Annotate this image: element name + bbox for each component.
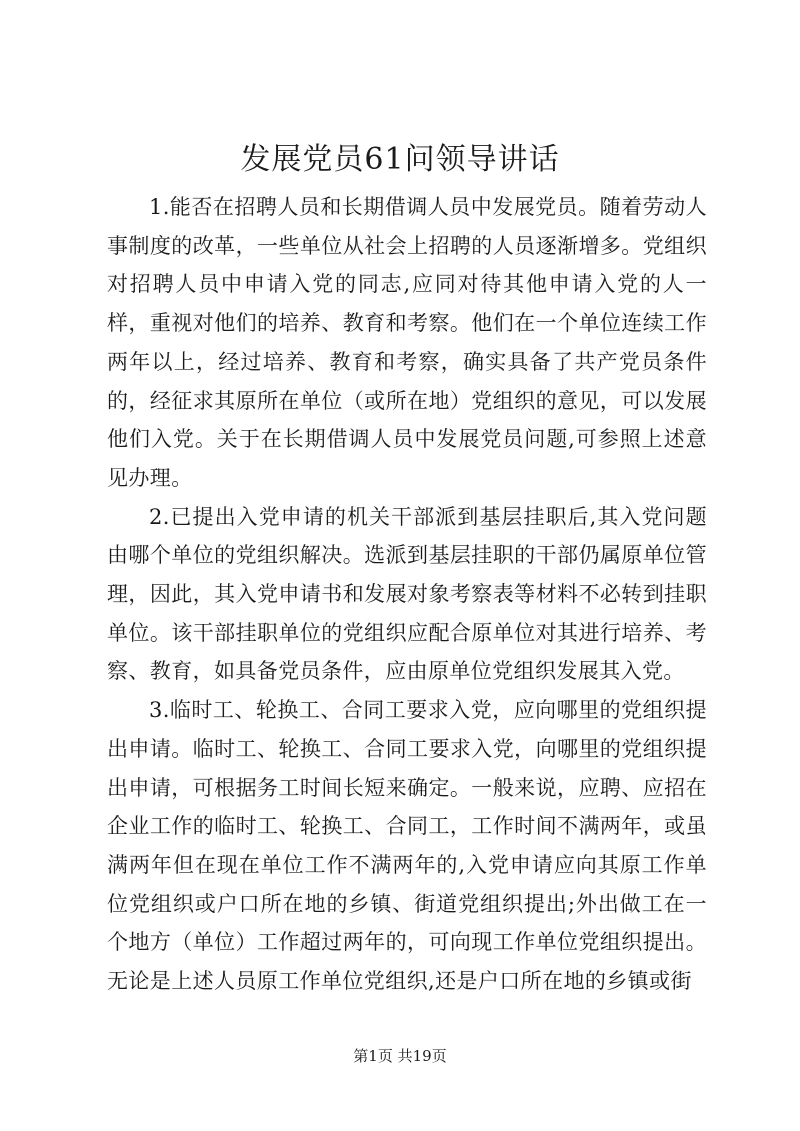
paragraph-2: 2.已提出入党申请的机关干部派到基层挂职后,其入党问题由哪个单位的党组织解决。选派到基层挂职的干部仍属原单位管理，因此，其入党申请书和发展对象考察表等材料不必转到挂职单位。该干部挂职单位的党组织应配合原单位对其进行培养、考察、教育，如具备党员条件，应由原单位党组织发展其入党。 — [107, 504, 707, 684]
page-title: 发展党员61问领导讲话 — [240, 142, 560, 177]
paragraph-1: 1.能否在招聘人员和长期借调人员中发展党员。随着劳动人事制度的改革，一些单位从社会上招聘的人员逐渐增多。党组织对招聘人员中申请入党的同志,应同对待其他申请入党的人一样，重视对他们的培养、教育和考察。他们在一个单位连续工作两年以上，经过培养、教育和考察，确实具备了共产党员条件的，经征求其原所在单位（或所在地）党组织的意见，可以发展他们入党。关于在长期借调人员中发展党员问题,可参照上述意见办理。 — [107, 195, 707, 490]
page-footer: 第1页 共19页 — [353, 1047, 447, 1065]
document-body — [107, 188, 707, 1001]
paragraph-3: 3.临时工、轮换工、合同工要求入党，应向哪里的党组织提出申请。临时工、轮换工、合同工要求入党，向哪里的党组织提出申请，可根据务工时间长短来确定。一般来说，应聘、应招在企业工作的临时工、轮换工、合同工，工作时间不满两年，或虽满两年但在现在单位工作不满两年的,入党申请应向其原工作单位党组织或户口所在地的乡镇、街道党组织提出;外出做工在一个地方（单位）工作超过两年的，可向现工作单位党组织提出。无论是上述人员原工作单位党组织,还是户口所在地的乡镇或街 — [107, 698, 707, 994]
